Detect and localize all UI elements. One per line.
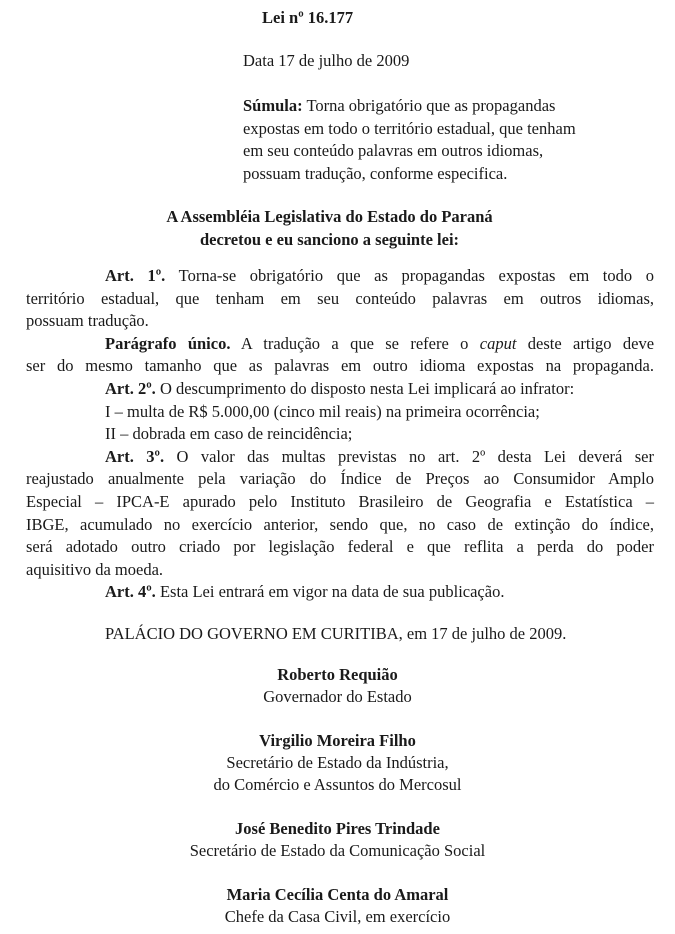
art1-label: Art. 1º. (105, 266, 166, 285)
signatory-name: Virgilio Moreira Filho (259, 731, 416, 750)
art3-label: Art. 3º. (105, 446, 165, 466)
sumula-line: possuam tradução, conforme especifica. (243, 163, 508, 183)
art1-line: território estadual, que tenham em seu conteúdo palavras em outros idiomas, (26, 288, 654, 308)
signatory-role: Secretário de Estado da Comunicação Social (189, 841, 486, 860)
signatory-role: Chefe da Casa Civil, em exercício (224, 907, 451, 926)
signatory-name: Roberto Requião (277, 665, 398, 684)
paragraph-line: ser do mesmo tamanho que as palavras em outro idioma expostas na propaganda. (26, 356, 654, 376)
art2-item-ii: II – dobrada em caso de reincidência; (105, 424, 353, 444)
signatory-role: do Comércio e Assuntos do Mercosul (213, 775, 462, 794)
sumula-label: Súmula: (243, 96, 303, 115)
sumula (243, 94, 635, 184)
signatory-name: Maria Cecília Centa do Amaral (226, 885, 449, 904)
art4-line: Art. 4º. Esta Lei entrará em vigor na data de sua publicação. (105, 582, 505, 602)
art2-label: Art. 2º. (105, 378, 156, 398)
articles-body (26, 264, 654, 603)
law-date: Data 17 de julho de 2009 (243, 51, 410, 70)
paragraph-label: Parágrafo único. (105, 333, 231, 353)
art3-line: IBGE, acumulado no exercício anterior, sendo que, no caso de extinção do índice, (26, 514, 654, 534)
art1-line: possuam tradução. (26, 311, 149, 331)
art3-line: reajustado anualmente pela variação do Índice de Preços ao Consumidor Amplo (26, 469, 654, 489)
signatory-role: Secretário de Estado da Indústria, (226, 753, 449, 772)
art3-line: Especial – IPCA-E apurado pelo Instituto Brasileiro de Geografia e Estatística – (26, 491, 654, 511)
closing-statement: PALÁCIO DO GOVERNO EM CURITIBA, em 17 de julho de 2009. (105, 624, 567, 643)
art3-line: será adotado outro criado por legislação federal e que reflita a perda do poder (26, 537, 654, 557)
sumula-line: em seu conteúdo palavras em outros idiomas, (243, 141, 544, 161)
enactment-line-2: decretou e eu sanciono a seguinte lei: (199, 230, 460, 249)
enactment-line-1: A Assembléia Legislativa do Estado do Paraná (166, 207, 493, 226)
art4-label: Art. 4º. (105, 582, 156, 602)
law-title: Lei nº 16.177 (262, 8, 354, 27)
art1-line: Art. 1º. Torna-se obrigatório que as propagandas expostas em todo o (105, 266, 655, 285)
art2-line: Art. 2º. O descumprimento do disposto nesta Lei implicará ao infrator: (105, 378, 575, 398)
art3-line: aquisitivo da moeda. (26, 559, 164, 579)
sumula-line: Súmula: Torna obrigatório que as propagandas (243, 96, 556, 115)
sumula-line: expostas em todo o território estadual, que tenham (243, 118, 576, 138)
signatory-name: José Benedito Pires Trindade (235, 819, 440, 838)
art2-item-i: I – multa de R$ 5.000,00 (cinco mil reais) na primeira ocorrência; (105, 401, 540, 421)
art3-line: Art. 3º. O valor das multas previstas no art. 2º desta Lei deverá ser (105, 446, 654, 466)
signatory-role: Governador do Estado (263, 687, 412, 706)
paragraph-line: Parágrafo único. A tradução a que se refere o caput deste artigo deve (105, 333, 655, 353)
